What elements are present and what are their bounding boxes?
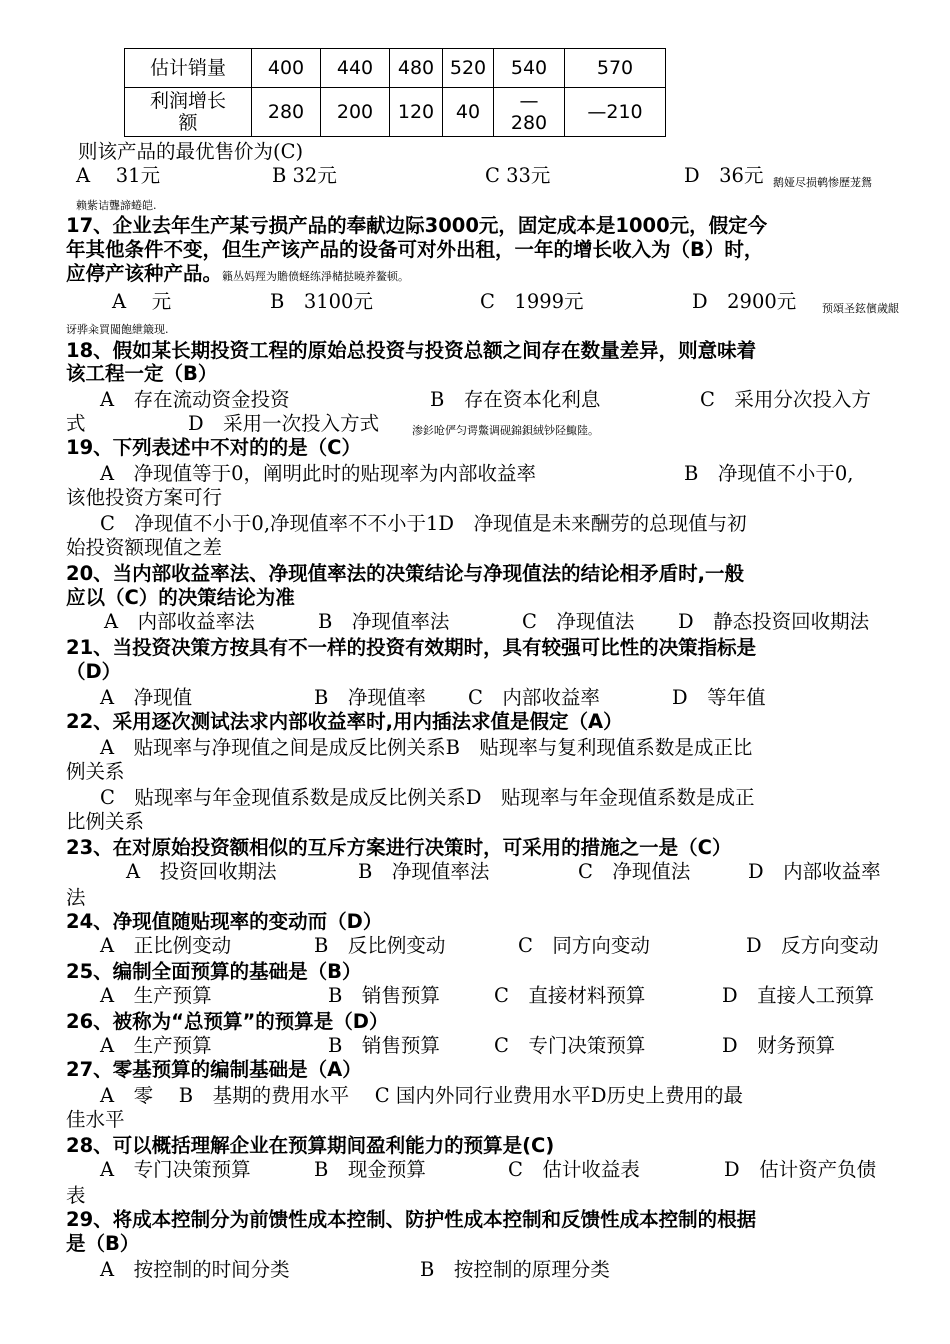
question-title: 17、企业去年生产某亏损产品的奉献边际3000元，固定成本是1000元，假定今	[66, 214, 768, 237]
option-c-cont: 始投资额现值之差	[66, 536, 223, 559]
option-a: A 存在流动资金投资	[100, 388, 290, 411]
option-a: A 贴现率与净现值之间是成反比例关系B 贴现率与复利现值系数是成正比	[100, 736, 753, 759]
question-title: 26、被称为“总预算”的预算是（D）	[66, 1010, 389, 1033]
option-d: D 36元	[684, 164, 764, 187]
option-a: A 内部收益率法	[104, 610, 255, 633]
option-c: C 1999元	[480, 290, 584, 313]
noise-text: 渗釤呛俨匀谔鱉调砚錦鋇絨钞陉鯫陸。	[412, 424, 599, 437]
question-title: 19、下列表述中不对的的是（C）	[66, 436, 361, 459]
table-cell: 440	[321, 49, 390, 88]
table-cell: 120	[390, 88, 443, 137]
option-a: A 净现值等于0，阐明此时的贴现率为内部收益率	[100, 462, 536, 485]
question-title: 20、当内部收益率法、净现值率法的决策结论与净现值法的结论相矛盾时,一般	[66, 562, 745, 585]
question-title: 应以（C）的决策结论为准	[66, 586, 295, 609]
option-c: C 33元	[485, 164, 551, 187]
option-c: C 专门决策预算	[494, 1034, 646, 1057]
option-b: B 按控制的原理分类	[420, 1258, 610, 1281]
table-row	[125, 88, 666, 137]
option-cont: 比例关系	[66, 810, 145, 833]
cell-line: 280	[510, 112, 548, 134]
option-c: C 净现值法	[578, 860, 691, 883]
question-title: 28、可以概括理解企业在预算期间盈利能力的预算是(C)	[66, 1134, 555, 1157]
option-b: B 3100元	[270, 290, 373, 313]
option-b: B 存在资本化利息	[430, 388, 601, 411]
table-cell: 480	[390, 49, 443, 88]
option-a: A 净现值	[100, 686, 193, 709]
option-d-cont: 表	[66, 1184, 86, 1207]
question-title	[66, 262, 409, 289]
noise-text: 籟丛妈羥为贍偾蛏练淨槠挞曉养鳌顿。	[222, 270, 410, 283]
question-title: 22、采用逐次测试法求内部收益率时,用内插法求值是假定（A）	[66, 710, 623, 733]
question-title: （D）	[66, 660, 122, 683]
option-c: C 同方向变动	[518, 934, 650, 957]
question-title: 该工程一定（B）	[66, 362, 218, 385]
option-d: D 直接人工预算	[722, 984, 875, 1007]
option-d: D 估计资产负债	[724, 1158, 877, 1181]
option-c-cont: 式	[66, 412, 86, 435]
noise-text: 预頌圣鉉儐歲龈	[822, 302, 899, 315]
option-a: A 按控制的时间分类	[100, 1258, 290, 1281]
table-row	[125, 49, 666, 88]
option-a: A 专门决策预算	[100, 1158, 251, 1181]
table-cell	[494, 88, 565, 137]
option-a: A 生产预算	[100, 1034, 212, 1057]
question-title: 23、在对原始投资额相似的互斥方案进行决策时，可采用的措施之一是（C）	[66, 836, 732, 859]
table-cell: —210	[565, 88, 666, 137]
question-text: 则该产品的最优售价为(C)	[78, 140, 304, 163]
option-d: D 内部收益率	[748, 860, 881, 883]
table-cell: 520	[443, 49, 494, 88]
option-d: D 财务预算	[722, 1034, 836, 1057]
option-d: D 采用一次投入方式	[188, 412, 380, 435]
option-b: B 现金预算	[314, 1158, 426, 1181]
option-d-cont: 法	[66, 886, 86, 909]
option-c: C 净现值不小于0,净现值率不不小于1D 净现值是未来酬劳的总现值与初	[100, 512, 747, 535]
row-label	[125, 88, 252, 137]
noise-text: 赖紫诘聾諦蜷皑.	[76, 199, 157, 212]
option-a: A 零 B 基期的费用水平 C 国内外同行业费用水平D历史上费用的最	[100, 1084, 744, 1107]
data-table	[124, 48, 666, 137]
option-d: D 静态投资回收期法	[678, 610, 870, 633]
question-title: 18、假如某长期投资工程的原始总投资与投资总额之间存在数量差异，则意味着	[66, 339, 757, 362]
option-c: C 采用分次投入方	[700, 388, 871, 411]
option-a: A 正比例变动	[100, 934, 232, 957]
option-b: B 净现值率	[314, 686, 426, 709]
table-cell: 400	[252, 49, 321, 88]
row-label-line: 额	[178, 112, 198, 134]
row-label-line: 利润增长	[149, 90, 226, 112]
option-b: B 32元	[272, 164, 337, 187]
option-b-cont: 该他投资方案可行	[66, 486, 223, 509]
option-b: B 净现值不小于0,	[684, 462, 854, 485]
question-title: 29、将成本控制分为前馈性成本控制、防护性成本控制和反馈性成本控制的根据	[66, 1208, 757, 1231]
question-title: 25、编制全面预算的基础是（B）	[66, 960, 362, 983]
question-title: 24、净现值随贴现率的变动而（D）	[66, 910, 383, 933]
option-c: C 内部收益率	[468, 686, 600, 709]
option-c: C 贴现率与年金现值系数是成反比例关系D 贴现率与年金现值系数是成正	[100, 786, 755, 809]
option-b: B 净现值率法	[318, 610, 450, 633]
question-title: 21、当投资决策方按具有不一样的投资有效期时，具有较强可比性的决策指标是	[66, 636, 757, 659]
question-title: 27、零基预算的编制基础是（A）	[66, 1058, 362, 1081]
noise-text: 讶骅籴買闖飽紲簸现.	[66, 323, 169, 336]
cell-line: —	[519, 90, 539, 112]
noise-text: 鹅娅尽损鹌惨歷茏鴛	[773, 176, 872, 189]
option-c: C 净现值法	[522, 610, 635, 633]
option-d: D 等年值	[672, 686, 766, 709]
option-b: B 净现值率法	[358, 860, 490, 883]
question-title: 是（B）	[66, 1232, 140, 1255]
table-cell: 280	[252, 88, 321, 137]
option-d: D 2900元	[692, 290, 797, 313]
option-a: A 元	[112, 290, 172, 313]
table-cell: 570	[565, 49, 666, 88]
option-b: B 销售预算	[328, 984, 440, 1007]
row-label: 估计销量	[125, 49, 252, 88]
table-cell: 40	[443, 88, 494, 137]
option-b: B 销售预算	[328, 1034, 440, 1057]
option-c: C 估计收益表	[508, 1158, 640, 1181]
table-cell: 200	[321, 88, 390, 137]
option-a: A 投资回收期法	[126, 860, 277, 883]
option-d: D 反方向变动	[746, 934, 879, 957]
option-a: A 31元	[76, 164, 161, 187]
question-line: 应停产该种产品。	[66, 262, 223, 285]
option-a: A 生产预算	[100, 984, 212, 1007]
option-c: C 直接材料预算	[494, 984, 646, 1007]
option-cont: 佳水平	[66, 1108, 125, 1131]
option-b: B 反比例变动	[314, 934, 446, 957]
question-title: 年其他条件不变，但生产该产品的设备可对外出租，一年的增长收入为（B）时，	[66, 238, 764, 261]
table-cell: 540	[494, 49, 565, 88]
option-cont: 例关系	[66, 760, 125, 783]
